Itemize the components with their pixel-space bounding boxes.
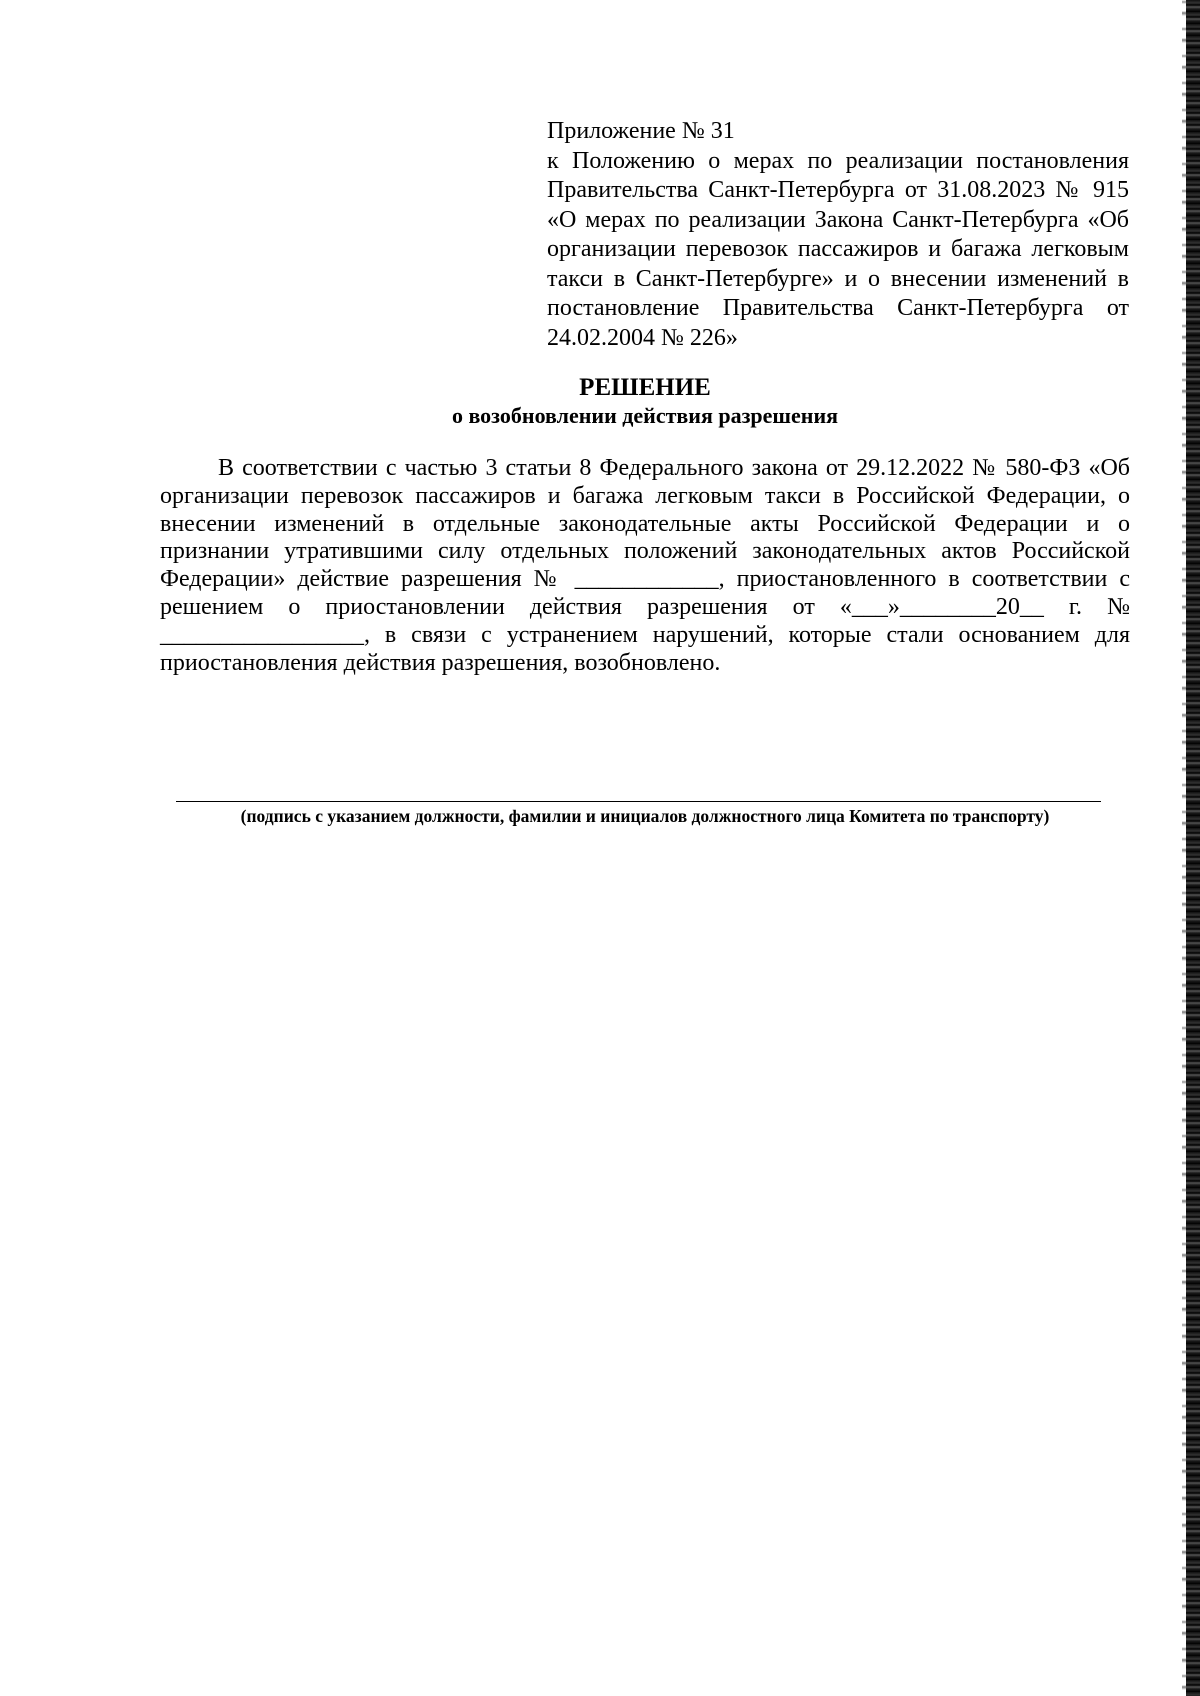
- appendix-title: Приложение № 31: [547, 118, 735, 144]
- appendix-text: к Положению о мерах по реализации постановления Правительства Санкт-Петербурга от 31.08.2023 № 915 «О мерах по реализации Закона Санкт-Петербурга «Об организации перевозок пассажиров и багажа легковым такси в Санкт-Петербурге» и о внесении изменений в постановление Правительства Санкт-Петербурга от 24.02.2004 № 226»: [547, 147, 1129, 351]
- decision-subtitle: о возобновлении действия разрешения: [451, 403, 839, 428]
- decision-title: РЕШЕНИЕ: [579, 374, 711, 401]
- decision-body: [160, 455, 1130, 677]
- appendix-block: [547, 117, 1129, 353]
- scan-edge: [1186, 0, 1200, 1696]
- signature-caption: (подпись с указанием должности, фамилии и инициалов должностного лица Комитета по транспорту): [240, 806, 1050, 826]
- signature-line: [176, 801, 1101, 802]
- decision-paragraph: В соответствии с частью 3 статьи 8 Федерального закона от 29.12.2022 № 580-ФЗ «Об организации перевозок пассажиров и багажа легковым такси в Российской Федерации, о внесении изменений в отдельные законодательные акты Российской Федерации и о признании утратившими силу отдельных положений законодательных актов Российской Федерации» действие разрешения № ____________, приостановленного в соответствии с решением о приостановлении действия разрешения от «___»________20__ г. № _________________, в связи с устранением нарушений, которые стали основанием для приостановления действия разрешения, возобновлено.: [160, 455, 1130, 676]
